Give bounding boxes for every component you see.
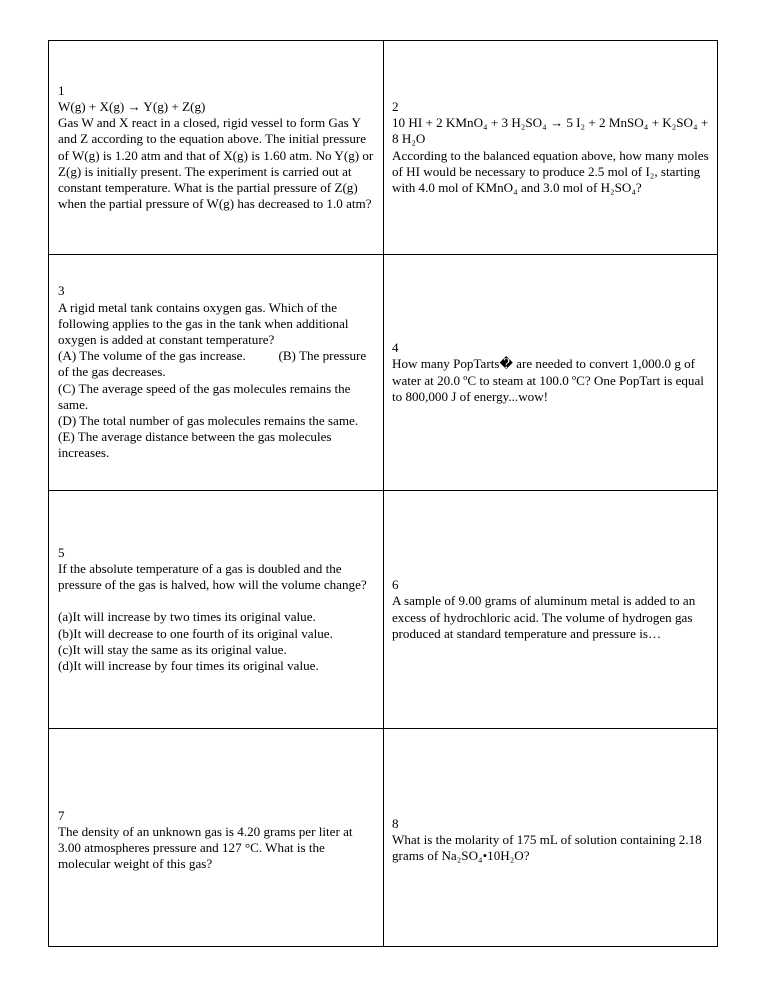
answer-option: (c)It will stay the same as its original value. <box>58 641 287 657</box>
answer-option: (d)It will increase by four times its original value. <box>58 658 319 673</box>
answer-option: (D) The total number of gas molecules remains the same. <box>58 413 359 428</box>
card-number: 8 <box>392 815 399 831</box>
question-text: The density of an unknown gas is 4.20 grams per liter at 3.00 atmospheres pressure and 127 °C. What is the molecular weight of this gas? <box>58 823 356 872</box>
answer-option: (A) The volume of the gas increase. (B) The pressure of the gas decreases. <box>58 348 370 380</box>
card-number: 5 <box>58 544 65 560</box>
question-text: A sample of 9.00 grams of aluminum metal is added to an excess of hydrochloric acid. The volume of hydrogen gas produced at standard temperature and pressure is… <box>392 593 699 641</box>
card-number: 6 <box>392 577 399 593</box>
question-text: Gas W and X react in a closed, rigid vessel to form Gas Y and Z according to the equation above. The initial pressure of W(g) is 1.20 atm and that of X(g) is 1.60 atm. No Y(g) or Z(g) is initially present. The experiment is carried out at constant temperature. What is the partial pressure of Z(g) when the partial pressure of W(g) has decreased to 1.0 atm? <box>58 115 377 212</box>
reaction-equation: W(g) + X(g) → Y(g) + Z(g) <box>58 98 206 114</box>
answer-option: (a)It will increase by two times its original value. <box>58 609 316 625</box>
card-3 <box>49 255 384 491</box>
card-8 <box>384 729 718 947</box>
card-number: 1 <box>58 82 65 98</box>
answer-option: (b)It will decrease to one fourth of its original value. <box>58 625 333 641</box>
card-6 <box>384 491 718 729</box>
card-5 <box>49 491 384 729</box>
card-number: 3 <box>58 283 65 299</box>
card-number: 7 <box>58 807 65 823</box>
card-number: 2 <box>392 98 399 114</box>
question-text: If the absolute temperature of a gas is doubled and the pressure of the gas is halved, how will the volume change? <box>58 560 367 593</box>
question-text: According to the balanced equation above, how many moles of HI would be necessary to produce 2.5 mol of I₂, starting with 4.0 mol of KMnO₄ and 3.0 mol of H₂SO₄? <box>392 147 712 195</box>
card-1 <box>49 41 384 255</box>
blank-line <box>58 593 375 609</box>
answer-option: (C) The average speed of the gas molecules remains the same. <box>58 380 354 412</box>
card-2 <box>384 41 718 255</box>
reaction-equation: 10 HI + 2 KMnO₄ + 3 H₂SO₄ → 5 I₂ + 2 MnSO₄ + K₂SO₄ + 8 H₂O <box>392 115 712 147</box>
flashcard-grid <box>48 40 718 947</box>
question-text: What is the molarity of 175 mL of solution containing 2.18 grams of Na₂SO₄•10H₂O? <box>392 831 705 864</box>
card-7 <box>49 729 384 947</box>
question-text: How many PopTarts� are needed to convert 1,000.0 g of water at 20.0 ºC to steam at 100.0 ºC? One PopTart is equal to 800,000 J of energy...wow! <box>392 356 708 404</box>
card-number: 4 <box>392 340 399 356</box>
card-4 <box>384 255 718 491</box>
answer-option: (E) The average distance between the gas molecules increases. <box>58 429 335 461</box>
question-text: A rigid metal tank contains oxygen gas. Which of the following applies to the gas in the tank when additional oxygen is added at constant temperature? <box>58 299 352 347</box>
